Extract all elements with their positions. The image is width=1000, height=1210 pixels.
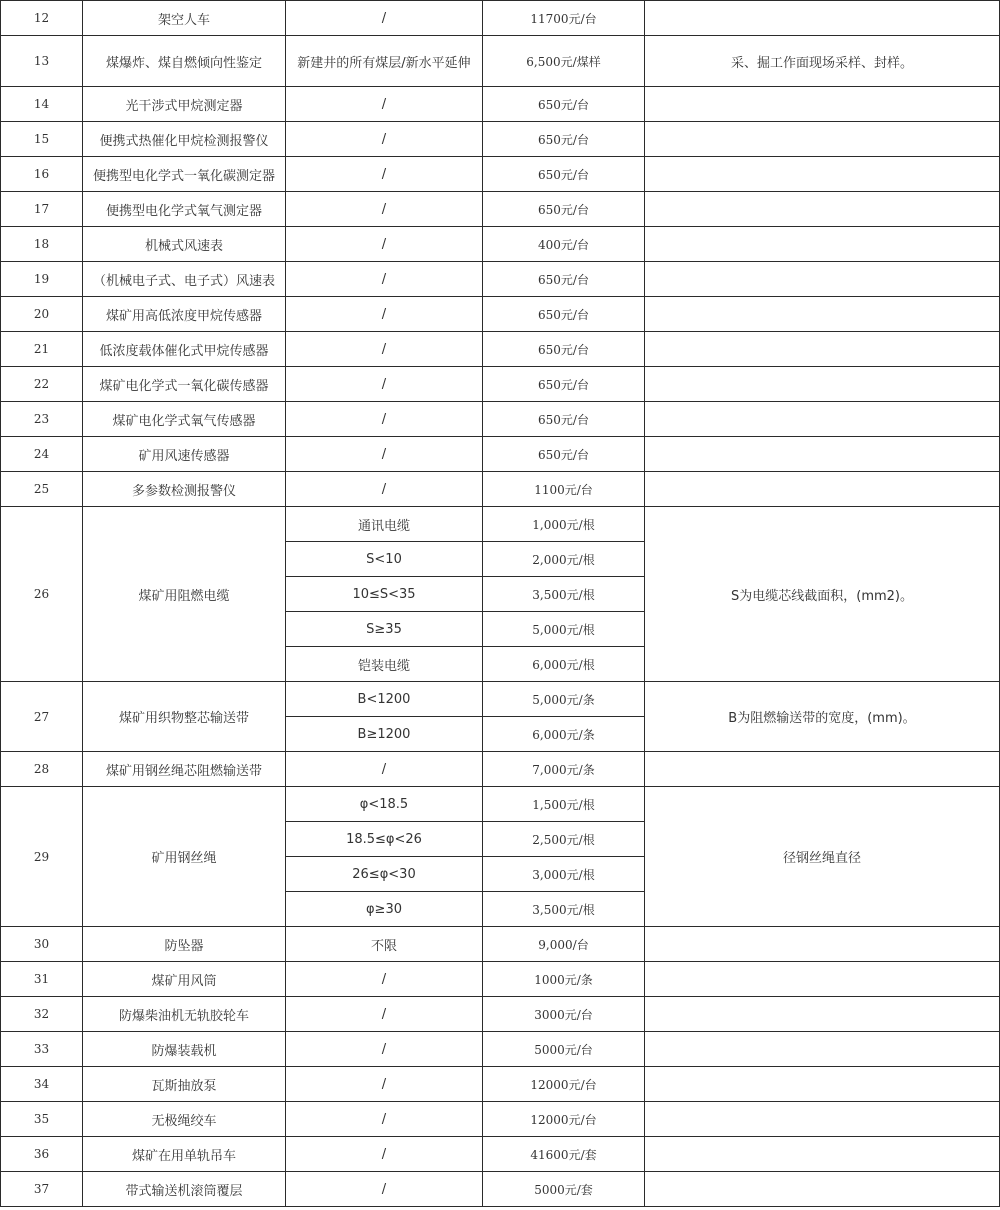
row-number-cell: 22 [1, 367, 83, 402]
row-number-cell: 19 [1, 262, 83, 297]
spec-cell: / [286, 1102, 483, 1137]
price-cell: 41600元/套 [483, 1137, 645, 1172]
price-cell: 6,000元/条 [483, 717, 645, 752]
item-name-cell: 煤矿用钢丝绳芯阻燃输送带 [83, 752, 286, 787]
price-cell: 3000元/台 [483, 997, 645, 1032]
table-row [1, 962, 1000, 997]
row-number-cell: 15 [1, 122, 83, 157]
note-cell [645, 927, 1000, 962]
spec-cell: / [286, 367, 483, 402]
spec-cell: / [286, 192, 483, 227]
row-number-cell: 26 [1, 507, 83, 682]
price-cell: 650元/台 [483, 367, 645, 402]
table-row [1, 1137, 1000, 1172]
row-number-cell: 30 [1, 927, 83, 962]
note-cell [645, 1067, 1000, 1102]
note-cell: B为阻燃输送带的宽度，(mm)。 [645, 682, 1000, 752]
price-cell: 650元/台 [483, 297, 645, 332]
spec-cell: / [286, 472, 483, 507]
table-row [1, 752, 1000, 787]
item-name-cell: 煤矿用织物整芯输送带 [83, 682, 286, 752]
item-name-cell: 煤爆炸、煤自燃倾向性鉴定 [83, 36, 286, 87]
spec-cell: / [286, 962, 483, 997]
note-cell [645, 997, 1000, 1032]
row-number-cell: 31 [1, 962, 83, 997]
price-cell: 2,000元/根 [483, 542, 645, 577]
row-number-cell: 25 [1, 472, 83, 507]
item-name-cell: 便携型电化学式一氧化碳测定器 [83, 157, 286, 192]
table-row [1, 87, 1000, 122]
row-number-cell: 32 [1, 997, 83, 1032]
note-cell: 径钢丝绳直径 [645, 787, 1000, 927]
price-cell: 650元/台 [483, 437, 645, 472]
row-number-cell: 27 [1, 682, 83, 752]
price-cell: 400元/台 [483, 227, 645, 262]
note-cell [645, 962, 1000, 997]
spec-cell: / [286, 1, 483, 36]
price-cell: 9,000/台 [483, 927, 645, 962]
note-cell [645, 437, 1000, 472]
note-cell [645, 332, 1000, 367]
price-cell: 3,000元/根 [483, 857, 645, 892]
table-row [1, 157, 1000, 192]
price-cell: 650元/台 [483, 157, 645, 192]
spec-cell: / [286, 227, 483, 262]
table-row [1, 367, 1000, 402]
table-row [1, 927, 1000, 962]
row-number-cell: 37 [1, 1172, 83, 1207]
row-number-cell: 12 [1, 1, 83, 36]
item-name-cell: 煤矿电化学式一氧化碳传感器 [83, 367, 286, 402]
price-cell: 650元/台 [483, 192, 645, 227]
table-row [1, 437, 1000, 472]
spec-cell: / [286, 997, 483, 1032]
note-cell [645, 1102, 1000, 1137]
table-row [1, 997, 1000, 1032]
note-cell [645, 192, 1000, 227]
spec-cell: S<10 [286, 542, 483, 577]
note-cell [645, 752, 1000, 787]
spec-cell: / [286, 437, 483, 472]
price-cell: 650元/台 [483, 87, 645, 122]
item-name-cell: 矿用风速传感器 [83, 437, 286, 472]
price-cell: 650元/台 [483, 122, 645, 157]
table-row [1, 1172, 1000, 1207]
spec-cell: S≥35 [286, 612, 483, 647]
spec-cell: 10≤S<35 [286, 577, 483, 612]
item-name-cell: （机械电子式、电子式）风速表 [83, 262, 286, 297]
table-row [1, 297, 1000, 332]
item-name-cell: 便携型电化学式氧气测定器 [83, 192, 286, 227]
table-row [1, 682, 1000, 717]
item-name-cell: 煤矿电化学式氧气传感器 [83, 402, 286, 437]
item-name-cell: 光干涉式甲烷测定器 [83, 87, 286, 122]
price-cell: 1100元/台 [483, 472, 645, 507]
spec-cell: 新建井的所有煤层/新水平延伸 [286, 36, 483, 87]
spec-cell: φ<18.5 [286, 787, 483, 822]
table-row [1, 787, 1000, 822]
price-cell: 650元/台 [483, 332, 645, 367]
row-number-cell: 35 [1, 1102, 83, 1137]
spec-cell: 不限 [286, 927, 483, 962]
price-cell: 5,000元/条 [483, 682, 645, 717]
price-cell: 3,500元/根 [483, 892, 645, 927]
item-name-cell: 防爆柴油机无轨胶轮车 [83, 997, 286, 1032]
price-cell: 650元/台 [483, 262, 645, 297]
note-cell: 采、掘工作面现场采样、封样。 [645, 36, 1000, 87]
note-cell [645, 472, 1000, 507]
note-cell [645, 87, 1000, 122]
spec-cell: / [286, 752, 483, 787]
table-body [1, 1, 1000, 1207]
note-cell [645, 262, 1000, 297]
price-cell: 3,500元/根 [483, 577, 645, 612]
row-number-cell: 36 [1, 1137, 83, 1172]
spec-cell: / [286, 1067, 483, 1102]
table-row [1, 507, 1000, 542]
table-row [1, 192, 1000, 227]
row-number-cell: 20 [1, 297, 83, 332]
spec-cell: B<1200 [286, 682, 483, 717]
item-name-cell: 瓦斯抽放泵 [83, 1067, 286, 1102]
spec-cell: / [286, 122, 483, 157]
row-number-cell: 18 [1, 227, 83, 262]
item-name-cell: 无极绳绞车 [83, 1102, 286, 1137]
price-cell: 11700元/台 [483, 1, 645, 36]
price-cell: 5000元/套 [483, 1172, 645, 1207]
item-name-cell: 矿用钢丝绳 [83, 787, 286, 927]
item-name-cell: 煤矿用风筒 [83, 962, 286, 997]
row-number-cell: 33 [1, 1032, 83, 1067]
item-name-cell: 防爆装载机 [83, 1032, 286, 1067]
price-cell: 6,000元/根 [483, 647, 645, 682]
item-name-cell: 多参数检测报警仪 [83, 472, 286, 507]
row-number-cell: 28 [1, 752, 83, 787]
spec-cell: 26≤φ<30 [286, 857, 483, 892]
row-number-cell: 34 [1, 1067, 83, 1102]
spec-cell: 铠装电缆 [286, 647, 483, 682]
item-name-cell: 带式输送机滚筒覆层 [83, 1172, 286, 1207]
row-number-cell: 17 [1, 192, 83, 227]
table-row [1, 122, 1000, 157]
note-cell [645, 1172, 1000, 1207]
table-row [1, 472, 1000, 507]
note-cell [645, 1032, 1000, 1067]
spec-cell: / [286, 157, 483, 192]
note-cell [645, 367, 1000, 402]
item-name-cell: 便携式热催化甲烷检测报警仪 [83, 122, 286, 157]
spec-cell: / [286, 297, 483, 332]
note-cell: S为电缆芯线截面积，(mm2)。 [645, 507, 1000, 682]
spec-cell: φ≥30 [286, 892, 483, 927]
item-name-cell: 机械式风速表 [83, 227, 286, 262]
item-name-cell: 架空人车 [83, 1, 286, 36]
row-number-cell: 13 [1, 36, 83, 87]
price-cell: 5,000元/根 [483, 612, 645, 647]
item-name-cell: 煤矿在用单轨吊车 [83, 1137, 286, 1172]
spec-cell: / [286, 1137, 483, 1172]
price-cell: 1000元/条 [483, 962, 645, 997]
table-row [1, 227, 1000, 262]
table-row [1, 1067, 1000, 1102]
price-cell: 12000元/台 [483, 1102, 645, 1137]
note-cell [645, 157, 1000, 192]
row-number-cell: 24 [1, 437, 83, 472]
table-row [1, 1102, 1000, 1137]
row-number-cell: 16 [1, 157, 83, 192]
price-cell: 1,000元/根 [483, 507, 645, 542]
row-number-cell: 23 [1, 402, 83, 437]
item-name-cell: 低浓度载体催化式甲烷传感器 [83, 332, 286, 367]
note-cell [645, 1137, 1000, 1172]
price-cell: 12000元/台 [483, 1067, 645, 1102]
note-cell [645, 297, 1000, 332]
price-cell: 6,500元/煤样 [483, 36, 645, 87]
table-row [1, 262, 1000, 297]
row-number-cell: 29 [1, 787, 83, 927]
row-number-cell: 21 [1, 332, 83, 367]
table-row [1, 1, 1000, 36]
spec-cell: / [286, 87, 483, 122]
item-name-cell: 防坠器 [83, 927, 286, 962]
spec-cell: / [286, 1032, 483, 1067]
price-cell: 5000元/台 [483, 1032, 645, 1067]
note-cell [645, 122, 1000, 157]
spec-cell: B≥1200 [286, 717, 483, 752]
price-cell: 650元/台 [483, 402, 645, 437]
spec-cell: / [286, 1172, 483, 1207]
note-cell [645, 227, 1000, 262]
spec-cell: / [286, 332, 483, 367]
table-row [1, 402, 1000, 437]
spec-cell: 通讯电缆 [286, 507, 483, 542]
note-cell [645, 402, 1000, 437]
spec-cell: 18.5≤φ<26 [286, 822, 483, 857]
table-row [1, 1032, 1000, 1067]
table-row [1, 332, 1000, 367]
table-row [1, 36, 1000, 87]
spec-cell: / [286, 262, 483, 297]
price-cell: 1,500元/根 [483, 787, 645, 822]
row-number-cell: 14 [1, 87, 83, 122]
note-cell [645, 1, 1000, 36]
spec-cell: / [286, 402, 483, 437]
price-cell: 7,000元/条 [483, 752, 645, 787]
item-name-cell: 煤矿用高低浓度甲烷传感器 [83, 297, 286, 332]
item-name-cell: 煤矿用阻燃电缆 [83, 507, 286, 682]
price-cell: 2,500元/根 [483, 822, 645, 857]
